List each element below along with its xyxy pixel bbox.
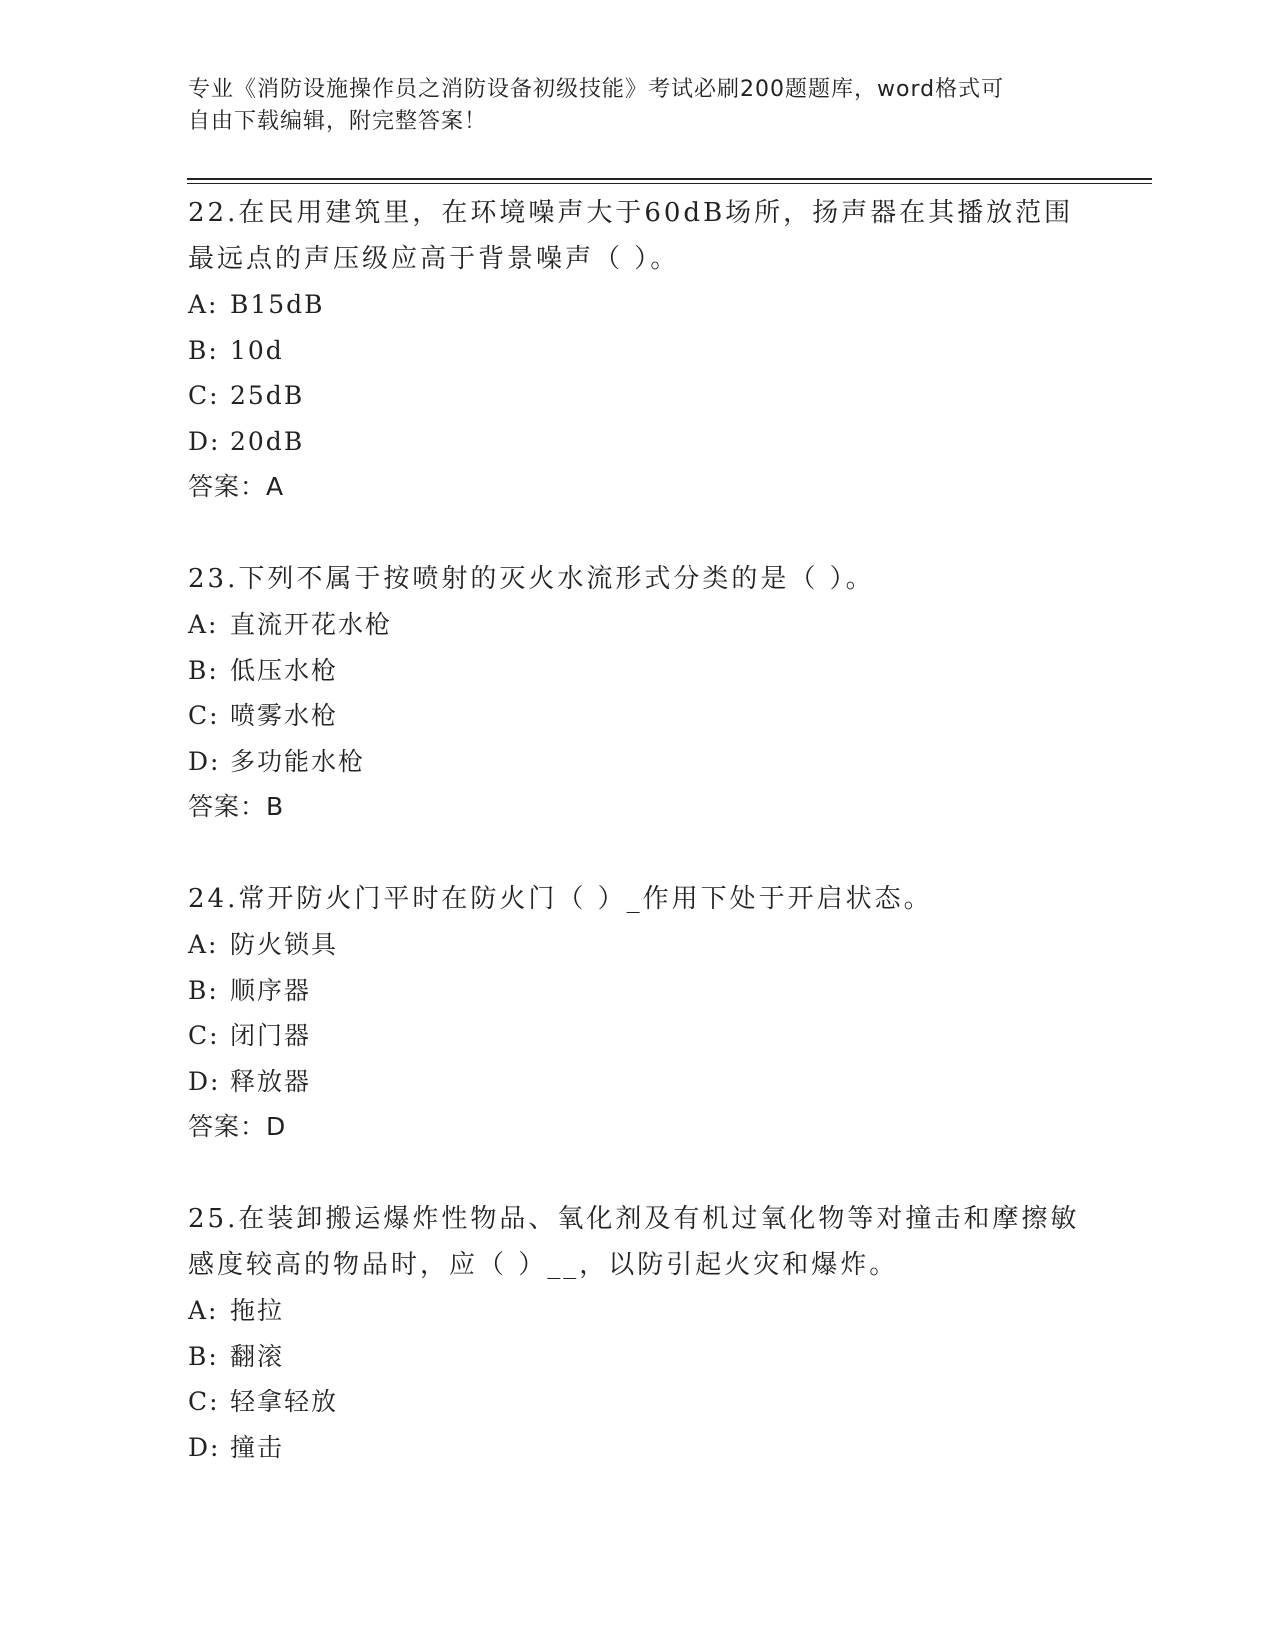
option-c — [188, 693, 1088, 739]
option-letter: C: — [188, 701, 220, 730]
option-d — [188, 739, 1088, 785]
question-stem-line: 最远点的声压级应高于背景噪声（ ）。 — [188, 244, 680, 274]
question-list — [188, 190, 1088, 1470]
option-letter: B: — [188, 1341, 219, 1371]
option-letter: C: — [188, 1387, 220, 1416]
question-stem-line: 22.在民用建筑里，在环境噪声大于60dB场所，扬声器在其播放范围 — [188, 198, 1074, 228]
document-header — [188, 74, 1068, 138]
question-24 — [188, 876, 1088, 1150]
option-d — [188, 1059, 1088, 1105]
option-b — [188, 328, 1088, 374]
option-d — [188, 1425, 1088, 1471]
option-a — [188, 602, 1088, 648]
question-spacer — [188, 510, 1088, 556]
option-a — [188, 922, 1088, 968]
option-letter: D: — [188, 426, 221, 456]
header-divider-thin — [187, 183, 1152, 184]
option-text: 10d — [230, 335, 284, 365]
option-letter: B: — [188, 335, 219, 365]
option-text: 翻滚 — [230, 1341, 285, 1371]
option-letter: A: — [188, 290, 219, 319]
header-line-2: 自由下载编辑，附完整答案！ — [188, 109, 488, 134]
answer-line: 答案：B — [188, 792, 285, 821]
option-text: B15dB — [230, 290, 325, 319]
option-text: 25dB — [230, 381, 305, 410]
question-stem-line: 23.下列不属于按喷射的灭火水流形式分类的是（ ）。 — [188, 564, 875, 594]
option-text: 拖拉 — [230, 1296, 285, 1325]
option-text: 直流开花水枪 — [230, 610, 393, 639]
option-a — [188, 1288, 1088, 1334]
option-a — [188, 282, 1088, 328]
option-c — [188, 373, 1088, 419]
option-text: 多功能水枪 — [230, 746, 366, 776]
option-letter: A: — [188, 1296, 219, 1325]
option-d — [188, 419, 1088, 465]
option-c — [188, 1379, 1088, 1425]
option-letter: C: — [188, 1021, 220, 1050]
header-divider-thick — [187, 178, 1152, 180]
question-spacer — [188, 1150, 1088, 1196]
option-letter: B: — [188, 655, 219, 685]
option-text: 闭门器 — [230, 1021, 312, 1050]
option-text: 20dB — [230, 426, 305, 456]
option-letter: B: — [188, 975, 219, 1005]
option-b — [188, 1334, 1088, 1380]
option-letter: C: — [188, 381, 220, 410]
header-line-1: 专业《消防设施操作员之消防设备初级技能》考试必刷200题题库，word格式可 — [188, 77, 1005, 102]
option-letter: D: — [188, 1432, 221, 1462]
option-c — [188, 1013, 1088, 1059]
answer-line: 答案：D — [188, 1112, 287, 1141]
option-b — [188, 968, 1088, 1014]
option-text: 防火锁具 — [230, 930, 339, 959]
option-b — [188, 648, 1088, 694]
option-text: 撞击 — [230, 1432, 285, 1462]
answer-line: 答案：A — [188, 472, 285, 501]
question-22 — [188, 190, 1088, 510]
option-letter: D: — [188, 1066, 221, 1096]
option-text: 轻拿轻放 — [230, 1387, 339, 1416]
question-25 — [188, 1196, 1088, 1470]
option-text: 顺序器 — [230, 975, 312, 1005]
option-text: 释放器 — [230, 1066, 312, 1096]
question-stem-line: 25.在装卸搬运爆炸性物品、氧化剂及有机过氧化物等对撞击和摩擦敏 — [188, 1204, 1080, 1234]
option-text: 低压水枪 — [230, 655, 339, 685]
option-letter: A: — [188, 930, 219, 959]
question-stem-line: 感度较高的物品时，应（ ）__，以防引起火灾和爆炸。 — [188, 1250, 899, 1280]
question-spacer — [188, 830, 1088, 876]
option-letter: D: — [188, 746, 221, 776]
option-letter: A: — [188, 610, 219, 639]
question-23 — [188, 556, 1088, 830]
question-stem-line: 24.常开防火门平时在防火门（ ）_作用下处于开启状态。 — [188, 884, 933, 914]
option-text: 喷雾水枪 — [230, 701, 339, 730]
